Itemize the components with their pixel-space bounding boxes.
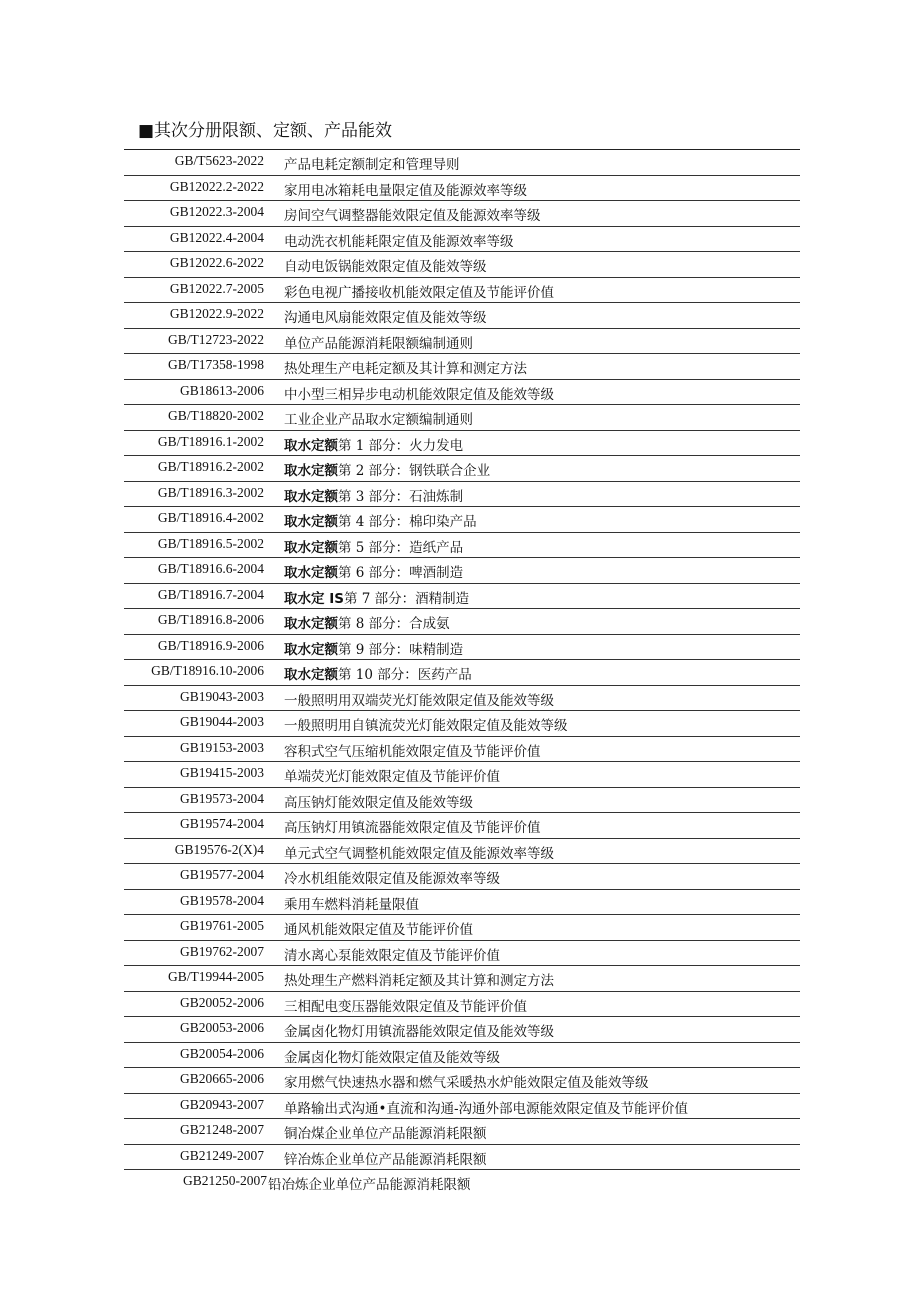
standard-title [284, 612, 450, 632]
table-row [124, 150, 800, 176]
standard-title-text: 清水离心泵能效限定值及节能评价值 [284, 947, 500, 964]
standard-title-prefix: 取水定 IS [284, 590, 344, 607]
standard-title-text: 家用电冰箱耗电量限定值及能源效率等级 [284, 182, 527, 199]
table-row [124, 227, 800, 253]
standard-title [284, 638, 463, 658]
standard-code: GB/T18916.7-2004 [157, 586, 264, 602]
standard-code: GB19044-2003 [180, 714, 264, 729]
standard-code: GB12022.3-2004 [169, 204, 264, 219]
standard-title-text: 自动电饭锅能效限定值及能效等级 [284, 259, 487, 275]
standard-code: GB/T19944-2005 [168, 969, 264, 984]
standard-title-text: 高压钠灯能效限定值及能效等级 [284, 794, 473, 811]
standard-code: GB19577-2004 [180, 867, 264, 882]
standard-code: GB20052-2006 [180, 994, 264, 1010]
standard-code: GB19043-2003 [180, 688, 264, 704]
standard-code: GB20665-2006 [180, 1071, 264, 1086]
table-row [124, 354, 800, 380]
table-row [124, 1043, 800, 1069]
standard-title-prefix: 取水定额 [284, 514, 338, 530]
standard-code: GB/T17358-1998 [168, 357, 264, 372]
standard-title-text: 热处理生产电耗定额及其计算和测定方法 [284, 361, 527, 377]
standard-title-text: 单元式空气调整机能效限定值及能源效率等级 [284, 845, 554, 862]
table-row [124, 1017, 800, 1043]
table-row [124, 1145, 800, 1171]
table-row [124, 1068, 800, 1094]
standard-title-text: 单路输出式沟通•直流和沟通-沟通外部电源能效限定值及节能评价值 [284, 1100, 689, 1117]
standard-title [284, 918, 473, 938]
standard-code: GB/T18916.10-2006 [151, 663, 264, 678]
standard-title-text: 第 1 部分：火力发电 [338, 437, 464, 454]
table-row [124, 1094, 800, 1120]
standard-title [284, 765, 500, 785]
standard-code: GB/T12723-2022 [168, 331, 264, 347]
standard-title-text: 高压钠灯用镇流器能效限定值及节能评价值 [284, 820, 541, 836]
standard-title [284, 587, 469, 607]
standard-title [284, 969, 554, 989]
section-heading: ■其次分册限额、定额、产品能效 [138, 121, 393, 141]
table-row [124, 737, 800, 763]
table-row [124, 329, 800, 355]
standard-title [284, 459, 490, 479]
standard-title [284, 332, 473, 352]
standard-code: GB21248-2007 [180, 1122, 264, 1137]
standard-title [284, 1122, 487, 1142]
standard-title-text: 第 8 部分：合成氨 [338, 616, 450, 632]
standard-code: GB20053-2006 [180, 1020, 264, 1035]
standard-title [284, 434, 463, 454]
table-row [124, 915, 800, 941]
standard-title-prefix: 取水定额 [284, 488, 338, 505]
standard-code: GB/T18916.2-2002 [157, 459, 264, 474]
standards-table [124, 149, 800, 1195]
standard-title [284, 306, 487, 326]
standard-title-text: 热处理生产燃料消耗定额及其计算和测定方法 [284, 973, 554, 989]
standard-title-text: 第 5 部分：造纸产品 [338, 539, 464, 556]
standard-title [284, 230, 514, 250]
standard-title [284, 740, 541, 760]
standard-title [284, 944, 500, 964]
standard-code: GB/T18916.3-2002 [157, 484, 264, 500]
standard-title-text: 第 7 部分：酒精制造 [343, 590, 470, 607]
standard-title [284, 663, 472, 683]
standard-code: GB12022.6-2022 [169, 255, 264, 270]
table-row [124, 813, 800, 839]
standard-code: GB/T18916.5-2002 [157, 535, 264, 551]
standard-title-prefix: 取水定额 [284, 641, 338, 658]
table-row [124, 762, 800, 788]
standard-title [284, 893, 419, 913]
standard-title [284, 1071, 649, 1091]
table-row [124, 966, 800, 992]
standard-title [284, 689, 554, 709]
standard-title [284, 281, 554, 301]
standard-code: GB20943-2007 [180, 1096, 264, 1112]
standard-title [284, 255, 487, 275]
standard-title-text: 彩色电视广播接收机能效限定值及节能评价值 [284, 284, 554, 301]
standard-title [284, 383, 554, 403]
standard-code: GB20054-2006 [180, 1045, 264, 1061]
standard-title-text: 沟通电风扇能效限定值及能效等级 [284, 310, 487, 326]
standard-title-text: 金属卤化物灯用镇流器能效限定值及能效等级 [284, 1024, 554, 1040]
standard-code: GB12022.2-2022 [169, 178, 264, 194]
standard-code: GB21249-2007 [180, 1147, 264, 1163]
standard-code: GB19573-2004 [180, 790, 264, 806]
table-row [124, 201, 800, 227]
standard-title-prefix: 取水定额 [284, 667, 338, 683]
standard-title-text: 电动洗衣机能耗限定值及能源效率等级 [284, 233, 514, 250]
standard-title [284, 1097, 688, 1117]
standard-title [284, 1046, 500, 1066]
standard-title-text: 第 6 部分：啤酒制造 [338, 565, 464, 581]
standard-code: GB19153-2003 [180, 739, 264, 755]
standard-code: GB21250-2007 [183, 1173, 267, 1188]
table-row [124, 788, 800, 814]
standard-title [284, 995, 527, 1015]
table-row [124, 941, 800, 967]
table-row [124, 1170, 800, 1195]
standard-title-text: 第 2 部分：钢铁联合企业 [338, 463, 491, 479]
standard-title-text: 单位产品能源消耗限额编制通则 [284, 335, 473, 352]
standard-title-text: 容积式空气压缩机能效限定值及节能评价值 [284, 743, 541, 760]
table-row [124, 533, 800, 559]
standard-title [284, 408, 473, 428]
standard-code: GB12022.4-2004 [169, 229, 264, 245]
standard-code: GB19415-2003 [180, 765, 264, 780]
standard-title [284, 1148, 487, 1168]
standard-title-text: 乘用车燃料消耗量限值 [284, 896, 419, 913]
standard-title-text: 工业企业产品取水定额编制通则 [284, 412, 473, 428]
standard-title [284, 842, 554, 862]
standard-title-text: 铜冶煤企业单位产品能源消耗限额 [284, 1126, 487, 1142]
standard-title-text: 一般照明用自镇流荧光灯能效限定值及能效等级 [284, 718, 568, 734]
standard-title-text: 第 4 部分：棉印染产品 [338, 514, 477, 530]
standard-code: GB/T18916.1-2002 [157, 433, 264, 449]
standard-title-prefix: 取水定额 [284, 565, 338, 581]
standard-title-text: 第 10 部分：医药产品 [338, 667, 472, 683]
standard-title [284, 791, 473, 811]
standard-title-text: 金属卤化物灯能效限定值及能效等级 [284, 1049, 500, 1066]
table-row [124, 558, 800, 584]
standard-title-text: 第 3 部分：石油炼制 [338, 488, 464, 505]
standard-title-prefix: 取水定额 [284, 539, 338, 556]
standard-code: GB18613-2006 [180, 382, 264, 398]
table-row [124, 839, 800, 865]
standard-code: GB19762-2007 [180, 943, 264, 959]
standard-title [284, 1020, 554, 1040]
standard-code: GB/T18916.8-2006 [157, 612, 264, 627]
standard-title-text: 第 9 部分：味精制造 [338, 641, 464, 658]
table-row [124, 405, 800, 431]
standard-title [284, 816, 541, 836]
standard-title [284, 204, 541, 224]
standard-title-text: 单端荧光灯能效限定值及节能评价值 [284, 769, 500, 785]
standard-title-text: 房间空气调整器能效限定值及能源效率等级 [284, 208, 541, 224]
standard-title-prefix: 取水定额 [284, 437, 338, 454]
standard-code: GB/T18916.9-2006 [157, 637, 264, 653]
table-row [124, 456, 800, 482]
standard-code: GB/T18820-2002 [168, 408, 264, 423]
standard-title-prefix: 取水定额 [284, 463, 338, 479]
table-row [124, 660, 800, 686]
table-row [124, 609, 800, 635]
standard-code: GB12022.7-2005 [169, 280, 264, 296]
table-row [124, 380, 800, 406]
table-row [124, 303, 800, 329]
standard-title-text: 家用燃气快速热水器和燃气采暖热水炉能效限定值及能效等级 [284, 1075, 649, 1091]
standard-title [284, 536, 463, 556]
standard-code: GB/T18916.6-2004 [157, 561, 264, 576]
standard-title [284, 561, 463, 581]
standard-title [284, 485, 463, 505]
standard-title-text: 冷水机组能效限定值及能源效率等级 [284, 871, 500, 887]
standard-title-text: 铅冶炼企业单位产品能源消耗限额 [268, 1177, 471, 1193]
table-row [124, 711, 800, 737]
table-row [124, 507, 800, 533]
standard-code: GB19574-2004 [180, 816, 264, 831]
standard-code: GB12022.9-2022 [169, 306, 264, 321]
table-row [124, 1119, 800, 1145]
standard-title [268, 1173, 471, 1193]
table-row [124, 252, 800, 278]
standard-title [284, 153, 460, 173]
standard-title-text: 产品电耗定额制定和管理导则 [284, 157, 460, 173]
standard-title-text: 三相配电变压器能效限定值及节能评价值 [284, 998, 527, 1015]
standard-title-text: 锌冶炼企业单位产品能源消耗限额 [284, 1151, 487, 1168]
standard-code: GB19576-2(X)4 [174, 841, 264, 857]
table-row [124, 176, 800, 202]
standard-title-text: 一般照明用双端荧光灯能效限定值及能效等级 [284, 692, 554, 709]
table-row [124, 431, 800, 457]
standard-code: GB19578-2004 [180, 892, 264, 908]
table-row [124, 864, 800, 890]
standard-title [284, 510, 477, 530]
standard-title [284, 357, 527, 377]
table-row [124, 584, 800, 610]
standard-title [284, 867, 500, 887]
standard-title [284, 179, 527, 199]
table-row [124, 635, 800, 661]
table-row [124, 992, 800, 1018]
standard-title [284, 714, 568, 734]
standard-code: GB/T18916.4-2002 [157, 510, 264, 525]
standard-title-text: 通风机能效限定值及节能评价值 [284, 922, 473, 938]
table-row [124, 890, 800, 916]
standard-code: GB19761-2005 [180, 918, 264, 933]
table-row [124, 482, 800, 508]
standard-code: GB/T5623-2022 [174, 153, 264, 168]
standard-title-prefix: 取水定额 [284, 616, 338, 632]
table-row [124, 686, 800, 712]
table-row [124, 278, 800, 304]
standard-title-text: 中小型三相异步电动机能效限定值及能效等级 [284, 386, 554, 403]
